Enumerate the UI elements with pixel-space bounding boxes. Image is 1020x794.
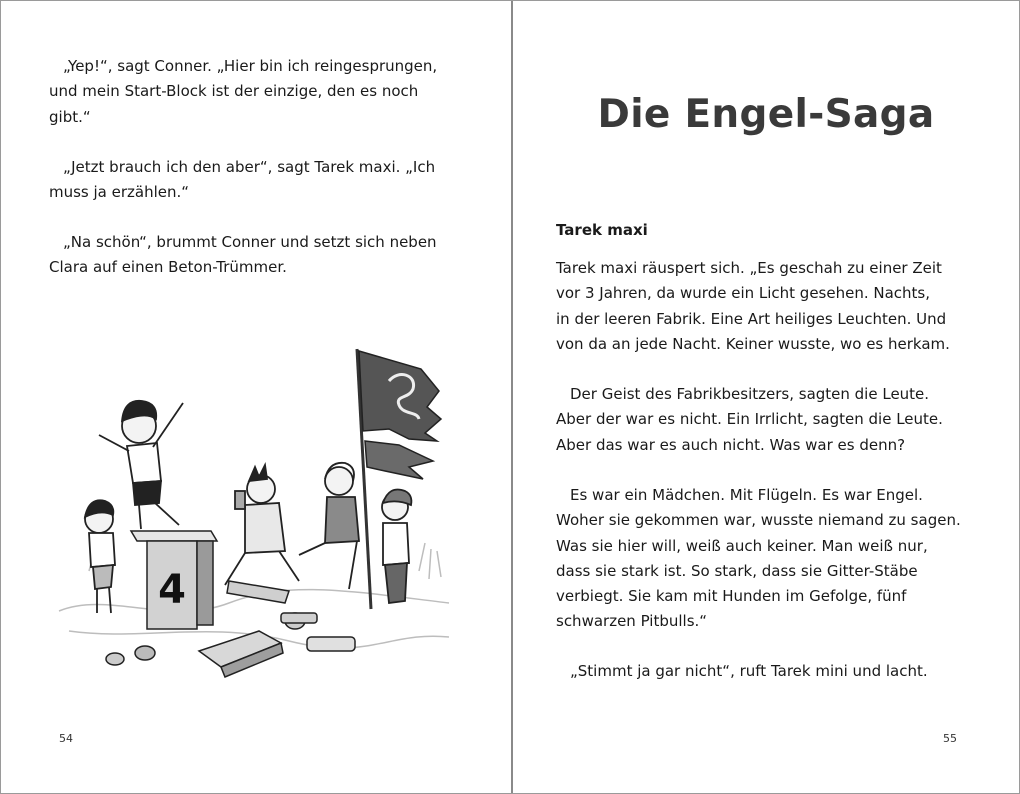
text-line: verbiegt. Sie kam mit Hunden im Gefolge, fünf xyxy=(556,587,907,606)
rubble xyxy=(106,581,355,677)
small-boy xyxy=(85,500,115,613)
text-line: Der Geist des Fabrikbesitzers, sagten die Leute. xyxy=(570,385,930,403)
text-line: vor 3 Jahren, da wurde ein Licht gesehen. Nachts, xyxy=(556,284,931,303)
page-number: 55 xyxy=(943,732,957,745)
paragraph xyxy=(49,54,437,130)
paragraph xyxy=(49,155,435,206)
paragraph xyxy=(49,230,437,281)
text-line: und mein Start-Block ist der einzige, den es noch xyxy=(49,82,419,101)
sitting-girl xyxy=(299,463,359,589)
text-line: „Na schön“, brummt Conner und setzt sich neben xyxy=(63,233,437,251)
paragraph xyxy=(556,659,928,684)
text-line: schwarzen Pitbulls.“ xyxy=(556,612,708,631)
drinking-kid xyxy=(225,465,299,585)
text-line: „Jetzt brauch ich den aber“, sagt Tarek maxi. „Ich xyxy=(63,158,436,176)
text-line: Woher sie gekommen war, wusste niemand zu sagen. xyxy=(556,511,961,530)
children-playing-illustration xyxy=(49,341,459,681)
block-number: 4 xyxy=(158,567,186,613)
start-block xyxy=(131,531,217,629)
text-line: von da an jede Nacht. Keiner wusste, wo es herkam. xyxy=(556,334,950,353)
pennant xyxy=(365,441,433,479)
text-line: Aber das war es auch nicht. Was war es denn? xyxy=(556,435,906,454)
paragraph xyxy=(556,483,961,635)
text-line: muss ja erzählen.“ xyxy=(49,183,190,202)
text-line: „Stimmt ja gar nicht“, ruft Tarek mini und lacht. xyxy=(570,662,928,680)
paragraph xyxy=(556,256,950,357)
text-line: Es war ein Mädchen. Mit Flügeln. Es war Engel. xyxy=(570,486,923,504)
page-number: 54 xyxy=(59,732,73,745)
chapter-title: Die Engel-Saga xyxy=(597,92,935,137)
right-page xyxy=(513,1,1019,793)
text-line: Aber der war es nicht. Ein Irrlicht, sagten die Leute. xyxy=(556,410,943,429)
text-line: in der leeren Fabrik. Eine Art heiliges Leuchten. Und xyxy=(556,309,947,328)
left-page xyxy=(1,1,513,793)
text-line: Was sie hier will, weiß auch keiner. Man weiß nur, xyxy=(556,536,928,555)
text-line: dass sie stark ist. So stark, dass sie Gitter-Stäbe xyxy=(556,561,918,580)
text-line: Clara auf einen Beton-Trümmer. xyxy=(49,258,287,277)
pirate-flag xyxy=(359,351,441,441)
paragraph xyxy=(556,382,943,458)
text-line: „Yep!“, sagt Conner. „Hier bin ich reingesprungen, xyxy=(63,57,438,75)
text-line: Tarek maxi räuspert sich. „Es geschah zu einer Zeit xyxy=(556,259,942,277)
speaker-heading: Tarek maxi xyxy=(556,221,648,239)
kid-by-flag xyxy=(382,490,411,604)
text-line: gibt.“ xyxy=(49,107,91,126)
